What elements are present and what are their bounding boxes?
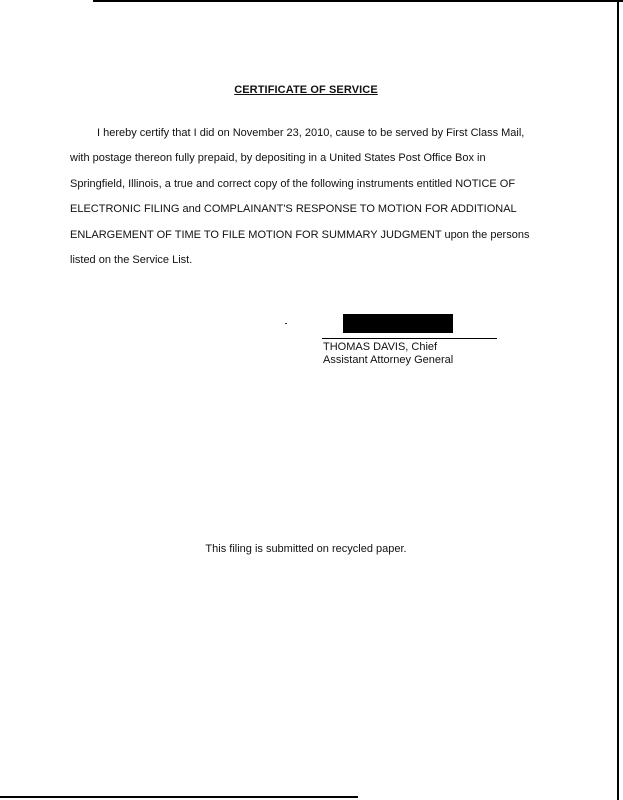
body-line: listed on the Service List.: [70, 254, 193, 267]
recycled-paper-note: This filing is submitted on recycled paper.: [205, 543, 407, 555]
body-line: Springfield, Illinois, a true and correct copy of the following instruments entitled NOTICE OF: [70, 177, 516, 190]
body-line: ENLARGEMENT OF TIME TO FILE MOTION FOR SUMMARY JUDGMENT upon the persons: [70, 228, 530, 241]
scan-border-right: [617, 0, 619, 800]
scan-speck: [285, 323, 287, 324]
scan-border-top: [93, 0, 623, 2]
body-line: with postage thereon fully prepaid, by depositing in a United States Post Office Box in: [70, 152, 486, 165]
signature-line: [322, 338, 497, 339]
body-line: I hereby certify that I did on November 23, 2010, cause to be served by First Class Mail,: [97, 127, 525, 139]
signer-title: Assistant Attorney General: [323, 354, 454, 366]
signer-name: THOMAS DAVIS, Chief: [323, 341, 438, 353]
certificate-body: [70, 121, 550, 273]
signature-block: [323, 341, 453, 367]
redacted-signature: [343, 314, 453, 333]
document-title: CERTIFICATE OF SERVICE: [234, 84, 378, 96]
body-line: ELECTRONIC FILING and COMPLAINANT'S RESPONSE TO MOTION FOR ADDITIONAL: [70, 203, 517, 216]
scan-border-bottom: [0, 796, 358, 798]
